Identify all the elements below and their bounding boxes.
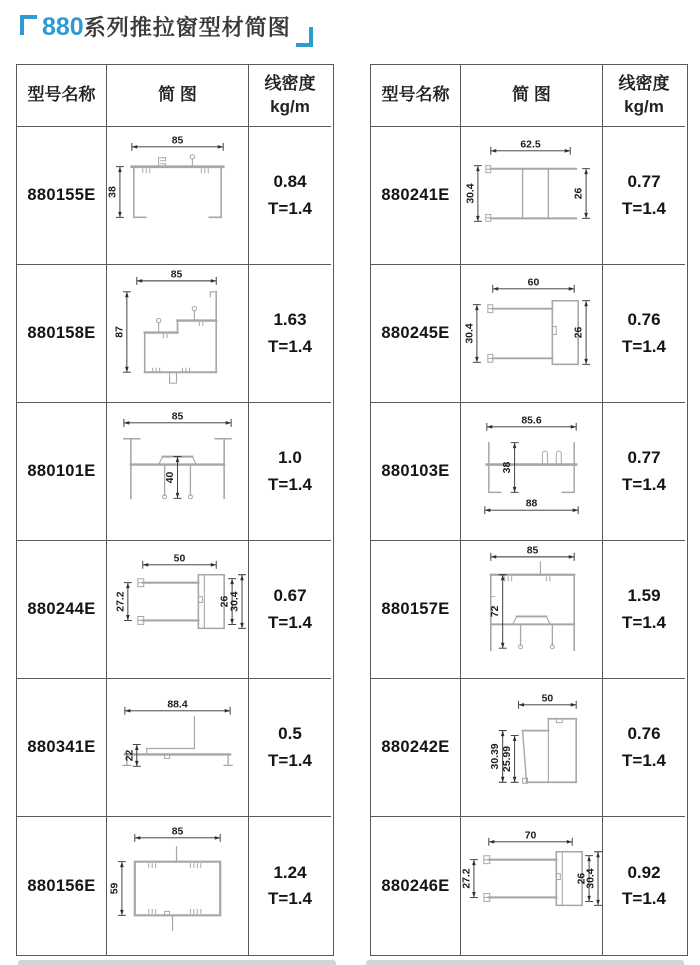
model-cell [371,127,461,265]
thickness-value: T=1.4 [622,889,666,908]
density-value: 0.84 [273,172,307,192]
table-row [17,817,333,955]
model-number: 880103E [381,462,450,480]
diagram-cell [461,541,603,679]
svg-text:88.4: 88.4 [167,699,188,711]
diagram-cell [107,403,249,541]
density-cell [603,817,685,955]
diagram-cell [461,403,603,541]
diagram-cell [107,127,249,265]
model-cell [371,541,461,679]
svg-text:26: 26 [576,872,588,884]
svg-text:30.4: 30.4 [585,867,597,889]
thickness-value: T=1.4 [622,474,666,494]
header-density-line2: kg/m [270,96,310,116]
model-cell [17,127,107,265]
profile-table-right [370,64,688,956]
density-value: 0.5 [278,724,302,744]
header-density-line1: 线密度 [264,74,316,94]
profile-diagram-step-corner [461,679,602,816]
profile-diagram-interlock-box-wide [461,818,602,955]
profile-diagram-closed-box [107,818,248,955]
model-cell [17,541,107,679]
diagram-cell [461,265,603,403]
model-cell [17,265,107,403]
svg-text:30.39: 30.39 [490,743,502,770]
diagram-cell [461,817,603,955]
page-edge-fragment [18,960,336,965]
svg-text:26: 26 [573,187,585,200]
svg-text:27.2: 27.2 [115,591,127,612]
table-row [371,127,687,265]
diagram-cell [107,679,249,817]
density-cell [249,127,331,265]
diagram-cell [107,265,249,403]
svg-text:59: 59 [109,882,121,894]
density-cell [249,541,331,679]
model-number: 880101E [27,462,96,480]
density-value: 1.24 [273,862,307,882]
model-number: 880157E [381,600,450,618]
model-cell [371,265,461,403]
diagram-cell [461,127,603,265]
page-title [42,12,291,43]
diagram-cell [107,817,249,955]
table-row [17,127,333,265]
header-density-line1: 线密度 [618,74,670,94]
table-body [17,127,333,955]
profile-diagram-interlock-box [107,541,248,678]
profile-diagram-double-rail-endbox [461,265,602,402]
table-row [371,679,687,817]
svg-text:85: 85 [171,825,184,837]
profile-diagram-u-channel-caps [461,403,602,540]
profile-diagram-double-rail [461,127,602,264]
density-value: 0.67 [273,586,307,606]
density-cell [603,403,685,541]
density-value: 1.59 [627,586,661,606]
corner-bracket-close-icon [296,27,313,47]
svg-text:22: 22 [124,749,136,762]
svg-text:60: 60 [527,277,540,289]
table-header-row [17,65,333,127]
thickness-value: T=1.4 [268,612,312,632]
density-cell [603,265,685,403]
svg-text:27.2: 27.2 [461,867,473,889]
svg-text:50: 50 [173,553,186,565]
model-number: 880245E [381,324,450,342]
density-cell [603,127,685,265]
svg-text:30.4: 30.4 [464,323,476,344]
diagram-cell [461,679,603,817]
thickness-value: T=1.4 [268,889,312,908]
density-value: 1.0 [278,448,302,468]
model-number: 880155E [27,186,96,204]
profile-diagram-tall-frame [461,541,602,678]
model-number: 880341E [27,738,96,756]
svg-text:50: 50 [541,693,554,705]
table-row [371,265,687,403]
svg-text:38: 38 [502,461,514,474]
table-row [17,679,333,817]
svg-text:62.5: 62.5 [520,139,541,151]
svg-text:72: 72 [490,605,502,618]
thickness-value: T=1.4 [268,198,312,218]
density-value: 1.63 [273,310,307,330]
thickness-value: T=1.4 [268,474,312,494]
svg-text:85: 85 [170,269,183,281]
thickness-value: T=1.4 [622,612,666,632]
density-cell [603,541,685,679]
header-density-line2: kg/m [624,96,664,116]
table-row [17,541,333,679]
header-cell-diagram: 简 图 [107,65,249,127]
page-edge-fragment [366,960,684,965]
thickness-value: T=1.4 [622,198,666,218]
header-cell-density [603,65,685,127]
svg-text:70: 70 [524,829,537,841]
model-cell [371,403,461,541]
title-text: 系列推拉窗型材简图 [83,15,291,40]
density-value: 0.92 [627,862,661,882]
model-number: 880156E [27,876,96,895]
svg-text:30.4: 30.4 [229,591,241,612]
svg-text:88: 88 [525,498,538,510]
svg-text:85: 85 [171,411,184,423]
density-cell [249,265,331,403]
model-number: 880246E [381,876,450,895]
diagram-cell [107,541,249,679]
header-cell-model: 型号名称 [17,65,107,127]
density-cell [603,679,685,817]
model-cell [371,679,461,817]
model-cell [371,817,461,955]
thickness-value: T=1.4 [268,336,312,356]
profile-diagram-slide-track [107,403,248,540]
density-cell [249,679,331,817]
svg-text:85.6: 85.6 [521,415,542,427]
profile-diagram-u-channel [107,127,248,264]
svg-text:26: 26 [573,326,585,339]
svg-text:25.99: 25.99 [502,745,514,772]
svg-text:38: 38 [107,186,119,198]
model-number: 880242E [381,738,450,756]
thickness-value: T=1.4 [268,750,312,770]
table-row [371,541,687,679]
profile-diagram-stepped-frame [107,265,248,402]
table-row [17,265,333,403]
svg-text:30.4: 30.4 [465,183,477,204]
thickness-value: T=1.4 [622,336,666,356]
table-header-row [371,65,687,127]
header-cell-diagram: 简 图 [461,65,603,127]
density-cell [249,817,331,955]
page-title-row [20,12,313,47]
density-value: 0.77 [627,172,661,192]
model-number: 880244E [27,600,96,618]
density-value: 0.76 [627,724,661,744]
model-cell [17,679,107,817]
model-number: 880158E [27,324,96,342]
svg-text:40: 40 [165,471,177,484]
model-cell [17,403,107,541]
density-cell [249,403,331,541]
profile-diagram-flat-rail [107,679,248,816]
table-row [17,403,333,541]
model-number: 880241E [381,186,450,204]
profile-table-left [16,64,334,956]
density-value: 0.76 [627,310,661,330]
table-body [371,127,687,955]
corner-bracket-open-icon [20,15,37,35]
density-value: 0.77 [627,448,661,468]
table-row [371,403,687,541]
svg-text:85: 85 [171,135,184,147]
svg-text:85: 85 [526,545,539,557]
title-series-number: 880 [42,13,84,41]
thickness-value: T=1.4 [622,750,666,770]
svg-text:26: 26 [219,595,231,608]
header-cell-density [249,65,331,127]
header-cell-model: 型号名称 [371,65,461,127]
svg-text:87: 87 [114,326,126,338]
table-row [371,817,687,955]
profile-tables [16,64,688,956]
model-cell [17,817,107,955]
